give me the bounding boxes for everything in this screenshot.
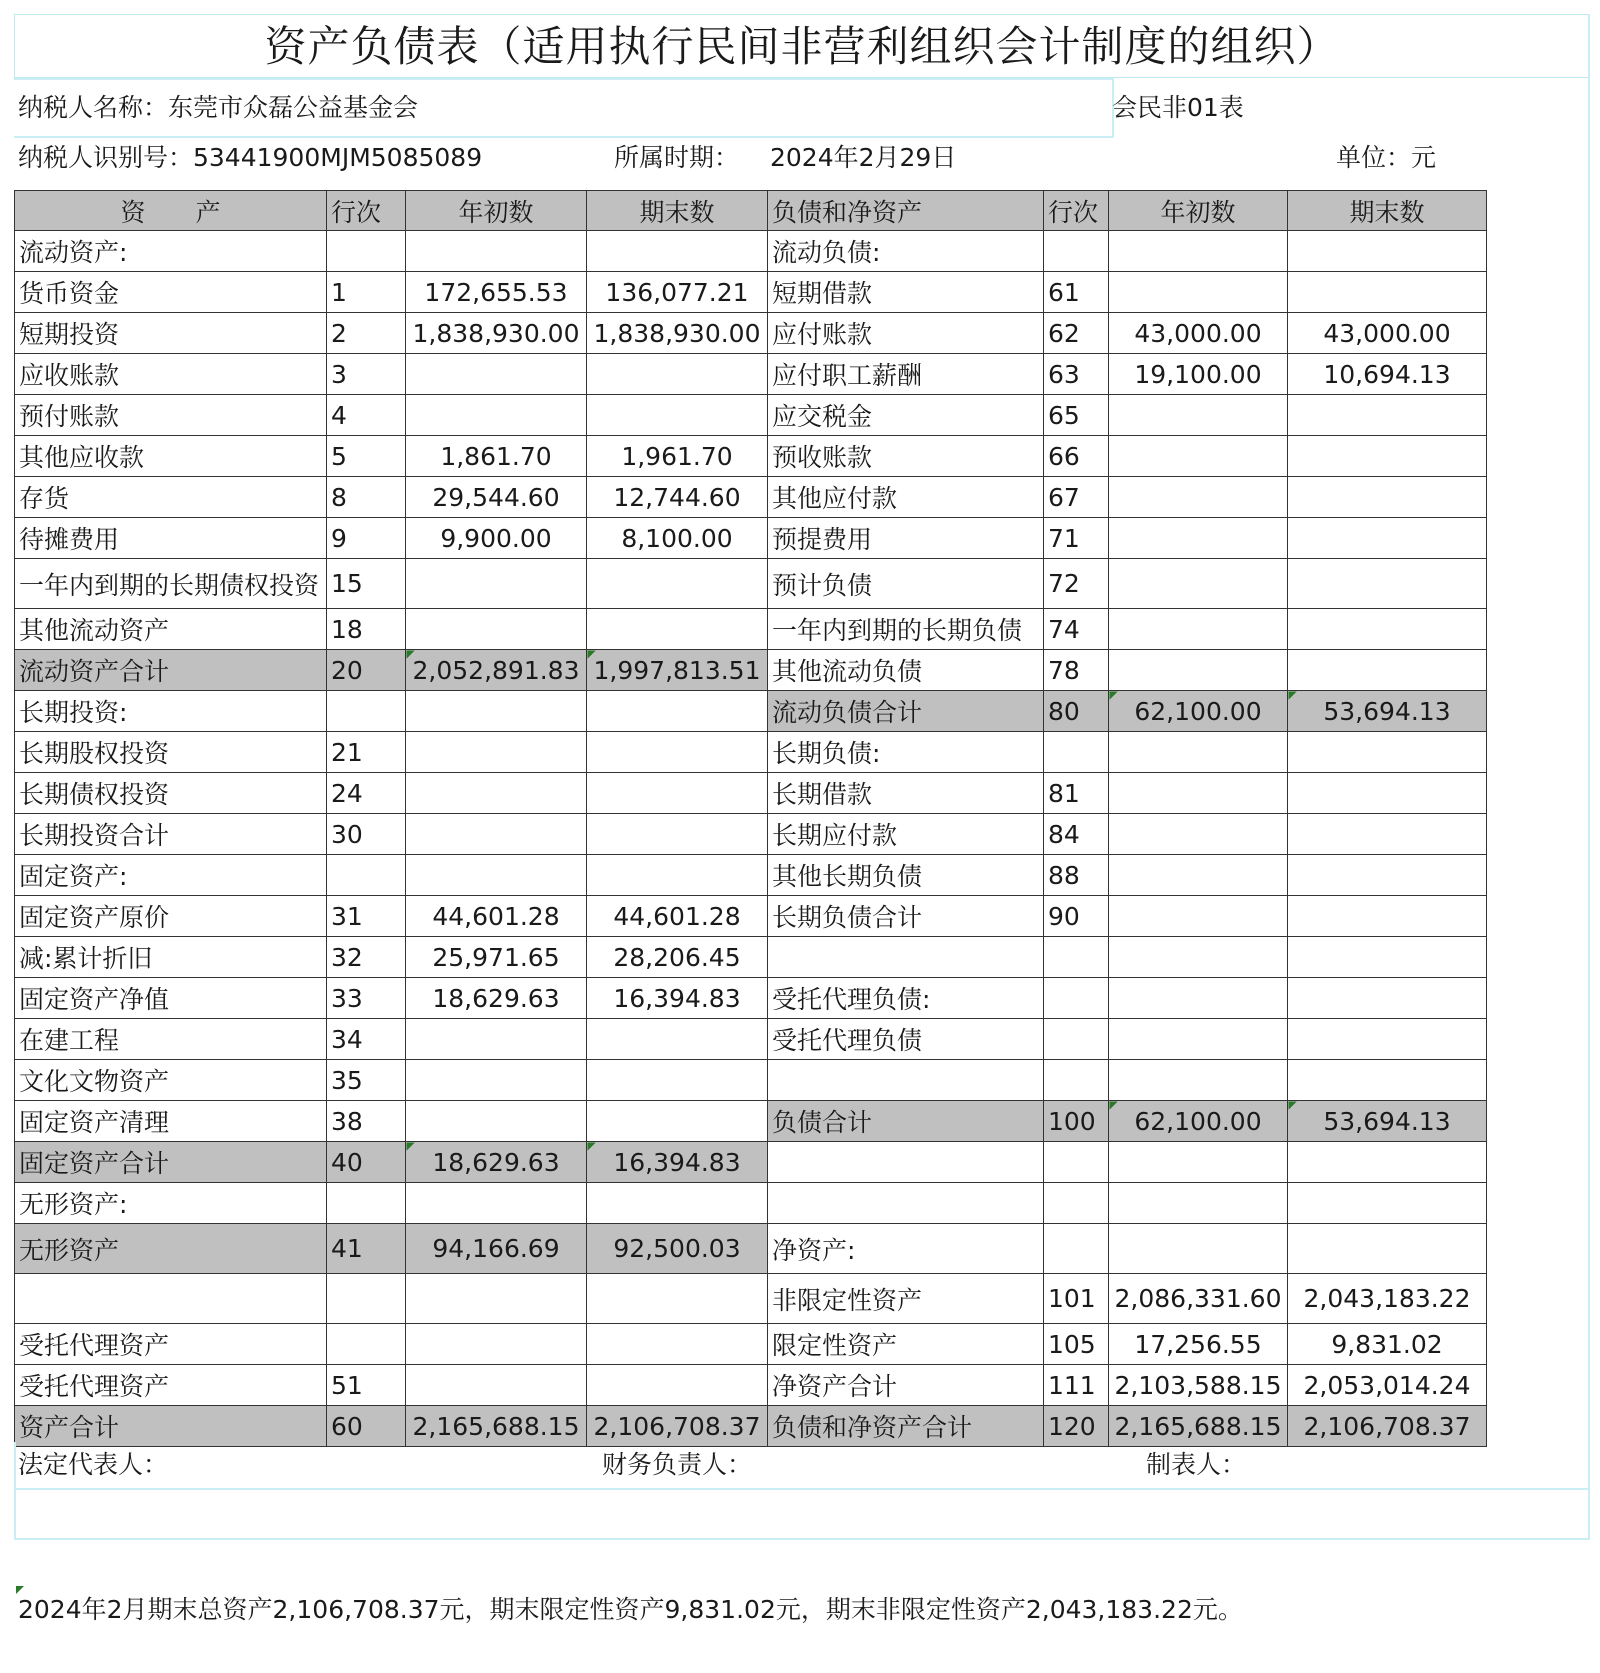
asset-name: 存货 — [15, 477, 327, 518]
table-row — [15, 1060, 1487, 1101]
liability-end-value — [1288, 477, 1487, 518]
asset-line-no: 35 — [327, 1060, 406, 1101]
asset-end-value — [587, 773, 768, 814]
asset-line-no: 60 — [327, 1406, 406, 1447]
liability-name: 应付账款 — [768, 313, 1044, 354]
asset-begin-value — [406, 773, 587, 814]
liability-name: 短期借款 — [768, 272, 1044, 313]
table-row — [15, 978, 1487, 1019]
table-row — [15, 518, 1487, 559]
liability-begin-value: 62,100.00 — [1109, 691, 1288, 732]
liability-end-value — [1288, 231, 1487, 272]
liability-end-value — [1288, 1060, 1487, 1101]
asset-begin-value: 18,629.63 — [406, 978, 587, 1019]
col-header-line: 行次 — [1044, 191, 1109, 231]
liability-line-no: 105 — [1044, 1324, 1109, 1365]
table-row — [15, 937, 1487, 978]
liability-line-no — [1044, 732, 1109, 773]
liability-begin-value — [1109, 1183, 1288, 1224]
liability-name: 长期应付款 — [768, 814, 1044, 855]
liability-begin-value — [1109, 518, 1288, 559]
liability-end-value: 9,831.02 — [1288, 1324, 1487, 1365]
table-row — [15, 1183, 1487, 1224]
asset-end-value: 8,100.00 — [587, 518, 768, 559]
liability-end-value — [1288, 650, 1487, 691]
asset-line-no: 1 — [327, 272, 406, 313]
asset-begin-value — [406, 559, 587, 609]
asset-line-no: 15 — [327, 559, 406, 609]
table-row — [15, 1019, 1487, 1060]
asset-line-no: 51 — [327, 1365, 406, 1406]
table-row — [15, 313, 1487, 354]
asset-name: 资产合计 — [15, 1406, 327, 1447]
liability-begin-value: 2,165,688.15 — [1109, 1406, 1288, 1447]
asset-line-no — [327, 231, 406, 272]
period-value: 2024年2月29日 — [770, 143, 957, 172]
col-header-assets: 资 产 — [15, 191, 327, 231]
asset-begin-value: 1,861.70 — [406, 436, 587, 477]
asset-begin-value — [406, 1101, 587, 1142]
asset-end-value — [587, 231, 768, 272]
asset-begin-value: 172,655.53 — [406, 272, 587, 313]
liability-begin-value — [1109, 896, 1288, 937]
liability-end-value — [1288, 518, 1487, 559]
liability-line-no: 72 — [1044, 559, 1109, 609]
liability-name — [768, 1060, 1044, 1101]
liability-name: 受托代理负债: — [768, 978, 1044, 1019]
liability-begin-value — [1109, 395, 1288, 436]
liability-name: 应交税金 — [768, 395, 1044, 436]
asset-begin-value — [406, 732, 587, 773]
asset-begin-value: 2,052,891.83 — [406, 650, 587, 691]
asset-end-value — [587, 732, 768, 773]
asset-name: 待摊费用 — [15, 518, 327, 559]
asset-begin-value — [406, 1324, 587, 1365]
liability-begin-value — [1109, 559, 1288, 609]
liability-end-value — [1288, 814, 1487, 855]
liability-line-no: 88 — [1044, 855, 1109, 896]
asset-end-value — [587, 1365, 768, 1406]
asset-begin-value — [406, 354, 587, 395]
asset-begin-value — [406, 1019, 587, 1060]
asset-begin-value — [406, 1183, 587, 1224]
balance-sheet — [14, 14, 1590, 1634]
table-row — [15, 1142, 1487, 1183]
liability-end-value — [1288, 773, 1487, 814]
asset-name — [15, 1274, 327, 1324]
liability-end-value — [1288, 855, 1487, 896]
liability-end-value — [1288, 1224, 1487, 1274]
table-header-row — [15, 191, 1487, 231]
col-header-begin: 年初数 — [1109, 191, 1288, 231]
asset-begin-value: 29,544.60 — [406, 477, 587, 518]
col-header-end: 期末数 — [1288, 191, 1487, 231]
asset-name: 其他应收款 — [15, 436, 327, 477]
asset-end-value: 16,394.83 — [587, 978, 768, 1019]
asset-end-value: 136,077.21 — [587, 272, 768, 313]
form-code: 会民非01表 — [1112, 93, 1244, 122]
liability-name: 长期负债合计 — [768, 896, 1044, 937]
liability-begin-value — [1109, 609, 1288, 650]
liability-line-no: 71 — [1044, 518, 1109, 559]
liability-name: 其他应付款 — [768, 477, 1044, 518]
asset-name: 长期股权投资 — [15, 732, 327, 773]
liability-name: 一年内到期的长期负债 — [768, 609, 1044, 650]
liability-begin-value — [1109, 650, 1288, 691]
liability-line-no — [1044, 1060, 1109, 1101]
liability-name: 限定性资产 — [768, 1324, 1044, 1365]
asset-name: 流动资产: — [15, 231, 327, 272]
table-row — [15, 773, 1487, 814]
liability-line-no: 84 — [1044, 814, 1109, 855]
table-row — [15, 231, 1487, 272]
asset-line-no — [327, 691, 406, 732]
asset-line-no: 9 — [327, 518, 406, 559]
liability-end-value — [1288, 1142, 1487, 1183]
asset-end-value — [587, 1101, 768, 1142]
liability-name: 其他流动负债 — [768, 650, 1044, 691]
liability-begin-value — [1109, 732, 1288, 773]
table-row — [15, 814, 1487, 855]
asset-end-value — [587, 814, 768, 855]
col-header-begin: 年初数 — [406, 191, 587, 231]
col-header-end: 期末数 — [587, 191, 768, 231]
unit-label: 单位：元 — [1336, 143, 1437, 172]
asset-begin-value: 1,838,930.00 — [406, 313, 587, 354]
asset-line-no — [327, 1274, 406, 1324]
liability-end-value — [1288, 609, 1487, 650]
table-row — [15, 559, 1487, 609]
liability-line-no: 65 — [1044, 395, 1109, 436]
asset-begin-value — [406, 1060, 587, 1101]
liability-end-value: 2,106,708.37 — [1288, 1406, 1487, 1447]
asset-end-value: 1,961.70 — [587, 436, 768, 477]
asset-begin-value: 18,629.63 — [406, 1142, 587, 1183]
liability-end-value: 10,694.13 — [1288, 354, 1487, 395]
liability-begin-value — [1109, 855, 1288, 896]
table-row — [15, 1224, 1487, 1274]
asset-end-value: 28,206.45 — [587, 937, 768, 978]
liability-begin-value — [1109, 272, 1288, 313]
liability-begin-value: 17,256.55 — [1109, 1324, 1288, 1365]
liability-line-no: 66 — [1044, 436, 1109, 477]
liability-begin-value — [1109, 1224, 1288, 1274]
asset-begin-value: 9,900.00 — [406, 518, 587, 559]
asset-name: 受托代理资产 — [15, 1324, 327, 1365]
liability-line-no: 81 — [1044, 773, 1109, 814]
asset-line-no: 5 — [327, 436, 406, 477]
asset-end-value: 1,997,813.51 — [587, 650, 768, 691]
asset-line-no: 21 — [327, 732, 406, 773]
asset-name: 应收账款 — [15, 354, 327, 395]
liability-begin-value — [1109, 814, 1288, 855]
liability-name: 负债和净资产合计 — [768, 1406, 1044, 1447]
asset-name: 短期投资 — [15, 313, 327, 354]
asset-end-value: 44,601.28 — [587, 896, 768, 937]
asset-end-value: 12,744.60 — [587, 477, 768, 518]
liability-begin-value: 2,103,588.15 — [1109, 1365, 1288, 1406]
table-row — [15, 477, 1487, 518]
asset-begin-value — [406, 814, 587, 855]
asset-begin-value: 25,971.65 — [406, 937, 587, 978]
liability-end-value: 53,694.13 — [1288, 1101, 1487, 1142]
liability-end-value — [1288, 436, 1487, 477]
liability-name: 应付职工薪酬 — [768, 354, 1044, 395]
asset-begin-value: 44,601.28 — [406, 896, 587, 937]
liability-begin-value: 62,100.00 — [1109, 1101, 1288, 1142]
liability-begin-value: 2,086,331.60 — [1109, 1274, 1288, 1324]
preparer-label: 制表人： — [1146, 1450, 1247, 1479]
liability-line-no — [1044, 231, 1109, 272]
asset-name: 固定资产原价 — [15, 896, 327, 937]
asset-line-no: 30 — [327, 814, 406, 855]
liability-end-value: 2,043,183.22 — [1288, 1274, 1487, 1324]
asset-line-no: 4 — [327, 395, 406, 436]
asset-name: 其他流动资产 — [15, 609, 327, 650]
asset-line-no: 41 — [327, 1224, 406, 1274]
asset-name: 在建工程 — [15, 1019, 327, 1060]
asset-name: 固定资产清理 — [15, 1101, 327, 1142]
col-header-line: 行次 — [327, 191, 406, 231]
liability-end-value — [1288, 395, 1487, 436]
asset-end-value — [587, 1274, 768, 1324]
taxpayer-name: 纳税人名称：东莞市众磊公益基金会 — [18, 93, 419, 122]
taxpayer-id: 纳税人识别号：53441900MJM5085089 — [18, 143, 483, 172]
table-row — [15, 1101, 1487, 1142]
finance-head-label: 财务负责人： — [602, 1450, 753, 1479]
liability-line-no: 67 — [1044, 477, 1109, 518]
asset-name: 货币资金 — [15, 272, 327, 313]
liability-name — [768, 937, 1044, 978]
table-row — [15, 436, 1487, 477]
grid-divider — [14, 1538, 1590, 1540]
asset-end-value — [587, 855, 768, 896]
asset-end-value — [587, 609, 768, 650]
liability-line-no: 101 — [1044, 1274, 1109, 1324]
liability-name — [768, 1142, 1044, 1183]
liability-name: 非限定性资产 — [768, 1274, 1044, 1324]
table-row — [15, 1274, 1487, 1324]
liability-begin-value — [1109, 937, 1288, 978]
asset-begin-value — [406, 395, 587, 436]
liability-name: 长期借款 — [768, 773, 1044, 814]
asset-line-no: 8 — [327, 477, 406, 518]
asset-end-value: 92,500.03 — [587, 1224, 768, 1274]
liability-line-no — [1044, 1224, 1109, 1274]
liability-begin-value — [1109, 1019, 1288, 1060]
liability-line-no — [1044, 978, 1109, 1019]
liability-line-no: 90 — [1044, 896, 1109, 937]
asset-end-value: 1,838,930.00 — [587, 313, 768, 354]
liability-begin-value — [1109, 1142, 1288, 1183]
asset-line-no: 34 — [327, 1019, 406, 1060]
liability-line-no: 120 — [1044, 1406, 1109, 1447]
liability-begin-value — [1109, 436, 1288, 477]
asset-end-value — [587, 1324, 768, 1365]
asset-end-value: 16,394.83 — [587, 1142, 768, 1183]
asset-begin-value — [406, 855, 587, 896]
liability-line-no: 62 — [1044, 313, 1109, 354]
asset-name: 长期投资: — [15, 691, 327, 732]
table-row — [15, 272, 1487, 313]
asset-name: 固定资产: — [15, 855, 327, 896]
asset-end-value — [587, 1060, 768, 1101]
table-row — [15, 650, 1487, 691]
asset-name: 预付账款 — [15, 395, 327, 436]
liability-line-no: 78 — [1044, 650, 1109, 691]
liability-line-no — [1044, 1183, 1109, 1224]
summary-note: 2024年2月期末总资产2,106,708.37元，期末限定性资产9,831.02元，期末非限定性资产2,043,183.22元。 — [18, 1595, 1243, 1624]
table-row — [15, 1365, 1487, 1406]
asset-line-no: 20 — [327, 650, 406, 691]
table-row — [15, 1324, 1487, 1365]
asset-line-no — [327, 1324, 406, 1365]
asset-end-value — [587, 354, 768, 395]
asset-begin-value — [406, 609, 587, 650]
asset-name: 长期投资合计 — [15, 814, 327, 855]
asset-line-no: 33 — [327, 978, 406, 1019]
grid-divider — [14, 1488, 1590, 1490]
asset-name: 文化文物资产 — [15, 1060, 327, 1101]
legal-rep-label: 法定代表人： — [18, 1450, 169, 1479]
asset-line-no: 3 — [327, 354, 406, 395]
asset-begin-value — [406, 691, 587, 732]
asset-line-no: 2 — [327, 313, 406, 354]
liability-line-no — [1044, 937, 1109, 978]
asset-name: 固定资产合计 — [15, 1142, 327, 1183]
asset-begin-value: 94,166.69 — [406, 1224, 587, 1274]
liability-name: 长期负债: — [768, 732, 1044, 773]
liability-end-value: 53,694.13 — [1288, 691, 1487, 732]
table-row — [15, 691, 1487, 732]
liability-begin-value — [1109, 978, 1288, 1019]
liability-begin-value: 43,000.00 — [1109, 313, 1288, 354]
liability-end-value — [1288, 896, 1487, 937]
liability-end-value — [1288, 732, 1487, 773]
liability-name: 负债合计 — [768, 1101, 1044, 1142]
liability-end-value: 2,053,014.24 — [1288, 1365, 1487, 1406]
asset-name: 减:累计折旧 — [15, 937, 327, 978]
asset-begin-value — [406, 1365, 587, 1406]
liability-end-value — [1288, 978, 1487, 1019]
liability-name: 预收账款 — [768, 436, 1044, 477]
asset-name: 一年内到期的长期债权投资 — [15, 559, 327, 609]
liability-begin-value — [1109, 1060, 1288, 1101]
asset-begin-value — [406, 1274, 587, 1324]
liability-end-value — [1288, 1183, 1487, 1224]
liability-begin-value — [1109, 773, 1288, 814]
asset-line-no — [327, 855, 406, 896]
asset-line-no: 32 — [327, 937, 406, 978]
asset-end-value — [587, 559, 768, 609]
asset-line-no: 18 — [327, 609, 406, 650]
liability-line-no: 74 — [1044, 609, 1109, 650]
liability-begin-value — [1109, 231, 1288, 272]
table-row — [15, 395, 1487, 436]
liability-end-value: 43,000.00 — [1288, 313, 1487, 354]
table-row — [15, 354, 1487, 395]
grid-divider — [14, 78, 1114, 80]
liability-name: 预提费用 — [768, 518, 1044, 559]
liability-line-no: 111 — [1044, 1365, 1109, 1406]
asset-end-value — [587, 1183, 768, 1224]
asset-line-no: 24 — [327, 773, 406, 814]
liability-line-no: 63 — [1044, 354, 1109, 395]
table-row — [15, 732, 1487, 773]
liability-name: 受托代理负债 — [768, 1019, 1044, 1060]
asset-line-no: 38 — [327, 1101, 406, 1142]
asset-line-no — [327, 1183, 406, 1224]
liability-end-value — [1288, 559, 1487, 609]
period-label: 所属时期： — [614, 143, 740, 172]
grid-divider — [14, 1442, 16, 1540]
liability-name: 其他长期负债 — [768, 855, 1044, 896]
table-row — [15, 896, 1487, 937]
asset-end-value: 2,106,708.37 — [587, 1406, 768, 1447]
liability-name: 净资产合计 — [768, 1365, 1044, 1406]
table-row — [15, 1406, 1487, 1447]
asset-end-value — [587, 691, 768, 732]
liability-line-no: 80 — [1044, 691, 1109, 732]
liability-name — [768, 1183, 1044, 1224]
table-row — [15, 609, 1487, 650]
report-title: 资产负债表（适用执行民间非营利组织会计制度的组织） — [14, 14, 1590, 78]
balance-table — [14, 190, 1487, 1447]
table-row — [15, 855, 1487, 896]
liability-name: 流动负债合计 — [768, 691, 1044, 732]
asset-line-no: 31 — [327, 896, 406, 937]
grid-divider — [1588, 14, 1590, 1540]
asset-end-value — [587, 395, 768, 436]
liability-name: 预计负债 — [768, 559, 1044, 609]
liability-begin-value — [1109, 477, 1288, 518]
liability-name: 流动负债: — [768, 231, 1044, 272]
liability-line-no — [1044, 1019, 1109, 1060]
asset-begin-value — [406, 231, 587, 272]
asset-begin-value: 2,165,688.15 — [406, 1406, 587, 1447]
asset-name: 无形资产: — [15, 1183, 327, 1224]
liability-end-value — [1288, 272, 1487, 313]
asset-name: 固定资产净值 — [15, 978, 327, 1019]
liability-begin-value: 19,100.00 — [1109, 354, 1288, 395]
asset-name: 长期债权投资 — [15, 773, 327, 814]
liability-name: 净资产: — [768, 1224, 1044, 1274]
col-header-liabilities: 负债和净资产 — [768, 191, 1044, 231]
asset-name: 无形资产 — [15, 1224, 327, 1274]
asset-name: 流动资产合计 — [15, 650, 327, 691]
liability-line-no: 61 — [1044, 272, 1109, 313]
asset-line-no: 40 — [327, 1142, 406, 1183]
asset-end-value — [587, 1019, 768, 1060]
liability-line-no — [1044, 1142, 1109, 1183]
liability-end-value — [1288, 1019, 1487, 1060]
liability-line-no: 100 — [1044, 1101, 1109, 1142]
liability-end-value — [1288, 937, 1487, 978]
asset-name: 受托代理资产 — [15, 1365, 327, 1406]
